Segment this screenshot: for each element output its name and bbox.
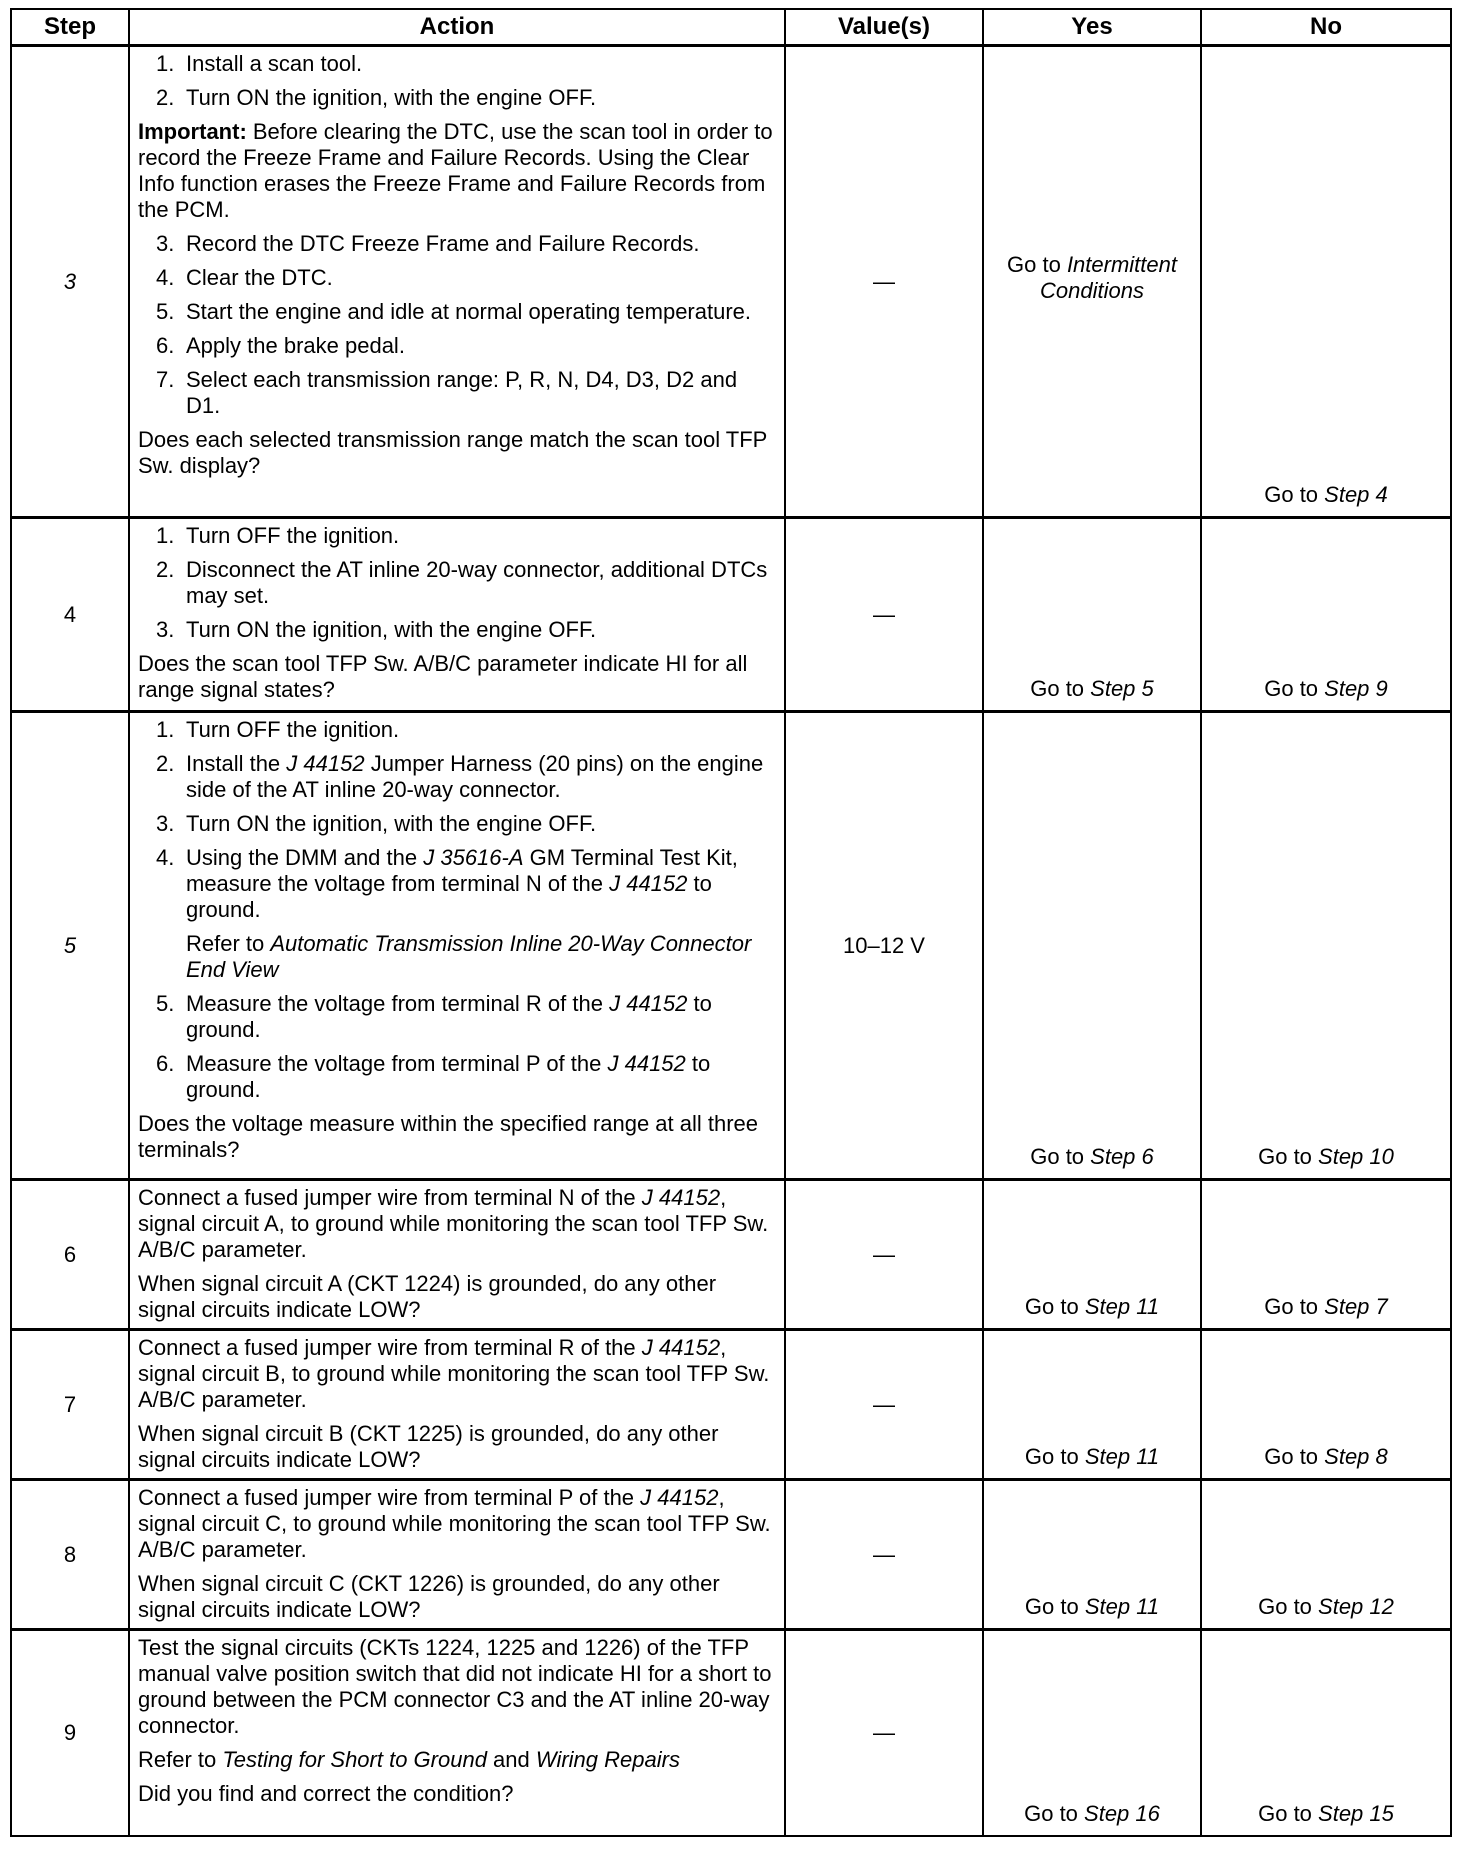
header-values: Value(s)	[785, 9, 983, 46]
refer-link[interactable]: Automatic Transmission Inline 20-Way Connector End View	[186, 931, 752, 982]
yes-cell: Go to Step 11	[983, 1480, 1201, 1630]
yes-cell: Go to Step 11	[983, 1330, 1201, 1480]
step-number: 4	[11, 518, 129, 712]
no-cell: Go to Step 15	[1201, 1630, 1451, 1836]
yes-link[interactable]: Step 6	[1090, 1144, 1154, 1169]
value-cell: —	[785, 1180, 983, 1330]
table-header-row	[11, 9, 1451, 46]
yes-cell: Go to Step 5	[983, 518, 1201, 712]
yes-link[interactable]: Step 5	[1090, 676, 1154, 701]
action-cell	[129, 46, 785, 518]
action-cell	[129, 1630, 785, 1836]
no-cell: Go to Step 9	[1201, 518, 1451, 712]
table-row-step-3	[11, 46, 1451, 518]
step-question: When signal circuit A (CKT 1224) is grounded, do any other signal circuits indicate LOW?	[138, 1271, 717, 1322]
table-row-step-4	[11, 518, 1451, 712]
step-question: Does each selected transmission range match the scan tool TFP Sw. display?	[138, 427, 767, 478]
value-cell: —	[785, 518, 983, 712]
header-yes: Yes	[983, 9, 1201, 46]
step-question: When signal circuit B (CKT 1225) is grounded, do any other signal circuits indicate LOW?	[138, 1421, 719, 1472]
list-item: 2. Disconnect the AT inline 20-way connector, additional DTCs may set.	[156, 557, 768, 608]
step-question: When signal circuit C (CKT 1226) is grounded, do any other signal circuits indicate LOW?	[138, 1571, 720, 1622]
list-item: 6. Measure the voltage from terminal P of the J 44152 to ground.	[156, 1051, 711, 1102]
no-cell: Go to Step 7	[1201, 1180, 1451, 1330]
step-number: 6	[11, 1180, 129, 1330]
step-number: 3	[11, 46, 129, 518]
table-row-step-5	[11, 712, 1451, 1180]
header-action: Action	[129, 9, 785, 46]
value-cell: —	[785, 1630, 983, 1836]
list-item: 5. Start the engine and idle at normal operating temperature.	[156, 299, 752, 324]
refer-link[interactable]: Testing for Short to Ground	[222, 1747, 487, 1772]
list-item: 2. Turn ON the ignition, with the engine OFF.	[156, 85, 597, 110]
step-number: 5	[11, 712, 129, 1180]
action-cell	[129, 1180, 785, 1330]
yes-link[interactable]: Step 11	[1084, 1594, 1160, 1619]
header-step: Step	[11, 9, 129, 46]
no-link[interactable]: Step 7	[1324, 1294, 1388, 1319]
no-cell: Go to Step 12	[1201, 1480, 1451, 1630]
list-item: 4. Clear the DTC.	[156, 265, 333, 290]
no-cell: Go to Step 8	[1201, 1330, 1451, 1480]
table-row-step-7	[11, 1330, 1451, 1480]
no-cell: Go to Step 4	[1201, 46, 1451, 518]
important-note: Important: Before clearing the DTC, use the scan tool in order to record the Freeze Frame and Failure Records. Using the Clear Info function erases the Freeze Frame and Failure Records from the PCM.	[138, 119, 773, 222]
table-row-step-8	[11, 1480, 1451, 1630]
step-instruction: Test the signal circuits (CKTs 1224, 1225 and 1226) of the TFP manual valve position switch that did not indicate HI for a short to ground between the PCM connector C3 and the AT inline 20-way connector.	[138, 1635, 772, 1738]
yes-cell: Go to Intermittent Conditions	[983, 46, 1201, 518]
diagnostic-table-page	[10, 8, 1450, 1837]
action-cell	[129, 1330, 785, 1480]
no-link[interactable]: Step 15	[1318, 1800, 1394, 1826]
no-link[interactable]: Step 12	[1318, 1594, 1394, 1619]
list-item: 1. Turn OFF the ignition.	[156, 523, 400, 548]
list-item: 4. Using the DMM and the J 35616-A GM Terminal Test Kit, measure the voltage from terminal N of the J 44152 to ground.	[156, 845, 738, 922]
step-instruction: Connect a fused jumper wire from terminal N of the J 44152, signal circuit A, to ground while monitoring the scan tool TFP Sw. A/B/C parameter.	[138, 1185, 769, 1262]
list-item: 3. Turn ON the ignition, with the engine OFF.	[156, 617, 597, 642]
table-row-step-6	[11, 1180, 1451, 1330]
action-cell	[129, 712, 785, 1180]
diagnostic-table	[10, 8, 1452, 1837]
step-number: 8	[11, 1480, 129, 1630]
step-instruction: Connect a fused jumper wire from terminal P of the J 44152, signal circuit C, to ground while monitoring the scan tool TFP Sw. A/B/C parameter.	[138, 1485, 771, 1562]
yes-cell: Go to Step 11	[983, 1180, 1201, 1330]
action-cell	[129, 1480, 785, 1630]
value-cell: —	[785, 1480, 983, 1630]
list-item: 3. Turn ON the ignition, with the engine OFF.	[156, 811, 597, 836]
list-item: 7. Select each transmission range: P, R, N, D4, D3, D2 and D1.	[156, 367, 738, 418]
yes-link[interactable]: Step 11	[1084, 1294, 1160, 1319]
step-question: Does the scan tool TFP Sw. A/B/C parameter indicate HI for all range signal states?	[138, 651, 748, 702]
value-cell: 10–12 V	[785, 712, 983, 1180]
header-no: No	[1201, 9, 1451, 46]
list-item: 5. Measure the voltage from terminal R of the J 44152 to ground.	[156, 991, 712, 1042]
list-item: 6. Apply the brake pedal.	[156, 333, 405, 358]
step-question: Does the voltage measure within the specified range at all three terminals?	[138, 1111, 759, 1162]
yes-link[interactable]: Step 11	[1084, 1444, 1160, 1469]
list-item: 2. Install the J 44152 Jumper Harness (20 pins) on the engine side of the AT inline 20-way connector.	[156, 751, 764, 802]
yes-cell: Go to Step 6	[983, 712, 1201, 1180]
step-number: 7	[11, 1330, 129, 1480]
no-link[interactable]: Step 4	[1324, 482, 1388, 507]
no-link[interactable]: Step 9	[1324, 676, 1388, 701]
refer-link[interactable]: Wiring Repairs	[535, 1747, 680, 1772]
yes-link[interactable]: Step 16	[1084, 1800, 1160, 1826]
step-instruction: Connect a fused jumper wire from terminal R of the J 44152, signal circuit B, to ground while monitoring the scan tool TFP Sw. A/B/C parameter.	[138, 1335, 770, 1412]
list-item: 3. Record the DTC Freeze Frame and Failure Records.	[156, 231, 700, 256]
no-cell: Go to Step 10	[1201, 712, 1451, 1180]
action-cell	[129, 518, 785, 712]
value-cell: —	[785, 46, 983, 518]
value-cell: —	[785, 1330, 983, 1480]
yes-cell: Go to Step 16	[983, 1630, 1201, 1836]
step-number: 9	[11, 1630, 129, 1836]
no-link[interactable]: Step 8	[1324, 1444, 1388, 1469]
step-question: Did you find and correct the condition?	[138, 1781, 514, 1806]
refer-note: Refer to Automatic Transmission Inline 20-Way Connector End View	[186, 931, 752, 982]
no-link[interactable]: Step 10	[1318, 1144, 1394, 1169]
refer-note: Refer to Testing for Short to Ground and Wiring Repairs	[138, 1747, 680, 1772]
list-item: 1. Install a scan tool.	[156, 51, 363, 76]
list-item: 1. Turn OFF the ignition.	[156, 717, 400, 742]
table-row-step-9	[11, 1630, 1451, 1836]
yes-link[interactable]: Intermittent Conditions	[1040, 251, 1177, 303]
